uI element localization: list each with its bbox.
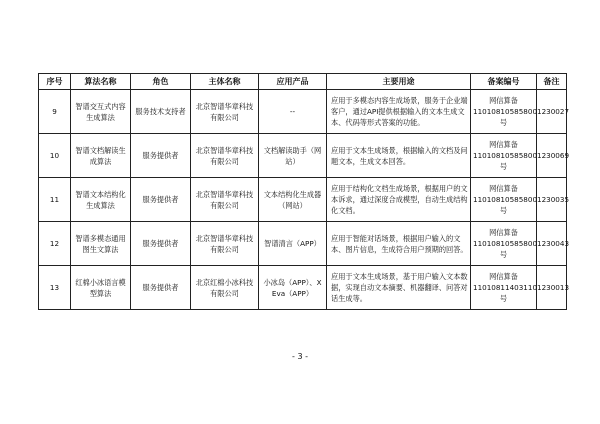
application-product: 小冰岛（APP）、X Eva（APP） [259, 266, 327, 310]
header-cell: 序号 [39, 74, 71, 90]
main-purpose: 应用于文本生成场景，根据输入的文档及问题文本，生成文本回答。 [327, 134, 471, 178]
header-row [39, 74, 567, 90]
entity-name: 北京红棉小冰科技有限公司 [191, 266, 259, 310]
application-product: 智谱清言（APP） [259, 222, 327, 266]
table-row [39, 222, 567, 266]
row-number: 10 [39, 134, 71, 178]
header-cell: 算法名称 [71, 74, 131, 90]
table-row [39, 90, 567, 134]
page-number: - 3 - [292, 352, 308, 361]
entity-name: 北京智谱华章科技有限公司 [191, 90, 259, 134]
header-cell: 应用产品 [259, 74, 327, 90]
header-cell: 备注 [537, 74, 567, 90]
row-number: 13 [39, 266, 71, 310]
algorithm-name: 智谱文本结构化生成算法 [71, 178, 131, 222]
table-row [39, 134, 567, 178]
entity-name: 北京智谱华章科技有限公司 [191, 134, 259, 178]
table-row [39, 178, 567, 222]
main-purpose: 应用于多模态内容生成场景，服务于企业端客户，通过API提供根据输入的文本生成文本、代码等形式答案的功能。 [327, 90, 471, 134]
main-purpose: 应用于结构化文档生成场景，根据用户的文本诉求，通过深度合成模型，自动生成结构化文档。 [327, 178, 471, 222]
record-number: 网信算备110108105858001230027号 [471, 90, 537, 134]
row-number: 9 [39, 90, 71, 134]
entity-name: 北京智谱华章科技有限公司 [191, 222, 259, 266]
role: 服务提供者 [131, 134, 191, 178]
header-cell: 角色 [131, 74, 191, 90]
header-cell: 主要用途 [327, 74, 471, 90]
table-row [39, 266, 567, 310]
application-product: 文本结构化生成器（网站） [259, 178, 327, 222]
row-number: 11 [39, 178, 71, 222]
record-number: 网信算备110108105858001230043号 [471, 222, 537, 266]
main-purpose: 应用于文本生成场景，基于用户输入文本数据，实现自动文本摘要、机器翻译、问答对话生成等。 [327, 266, 471, 310]
role: 服务提供者 [131, 222, 191, 266]
role: 服务提供者 [131, 178, 191, 222]
entity-name: 北京智谱华章科技有限公司 [191, 178, 259, 222]
algorithm-name: 智谱多模态通用图生文算法 [71, 222, 131, 266]
algorithm-name: 智谱文档解读生成算法 [71, 134, 131, 178]
record-number: 网信算备110108114031101230013号 [471, 266, 537, 310]
role: 服务技术支持者 [131, 90, 191, 134]
application-product: 文档解读助手（网站） [259, 134, 327, 178]
header-cell: 备案编号 [471, 74, 537, 90]
algorithm-registry-table [38, 73, 570, 310]
record-number: 网信算备110108105858001230035号 [471, 178, 537, 222]
role: 服务提供者 [131, 266, 191, 310]
row-number: 12 [39, 222, 71, 266]
main-purpose: 应用于智能对话场景，根据用户输入的文本、图片信息，生成符合用户预期的回答。 [327, 222, 471, 266]
application-product: -- [259, 90, 327, 134]
algorithm-name: 智谱交互式内容生成算法 [71, 90, 131, 134]
record-number: 网信算备110108105858001230069号 [471, 134, 537, 178]
header-cell: 主体名称 [191, 74, 259, 90]
algorithm-name: 红棉小冰语言模型算法 [71, 266, 131, 310]
